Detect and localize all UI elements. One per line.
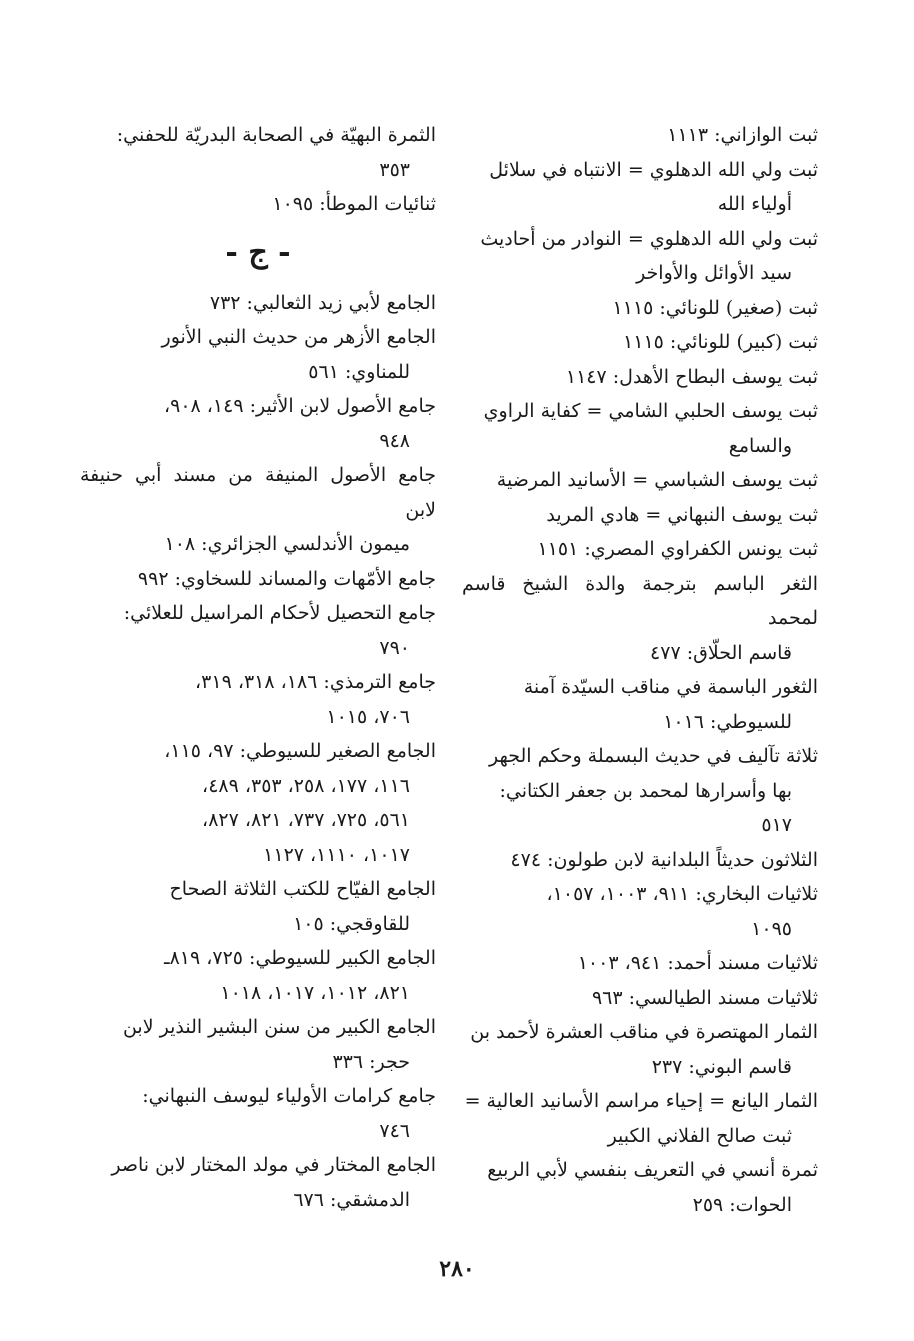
index-entry [462, 394, 818, 463]
entry-title: الثمار اليانع = إحياء مراسم الأسانيد العالية = [464, 1090, 818, 1112]
entry-title: الجامع لأبي زيد الثعالبي: ٧٣٢ [209, 291, 436, 314]
entry-continuation: ٨٢١، ١٠١٢، ١٠١٧، ١٠١٨ [220, 981, 410, 1004]
index-entry [462, 1015, 818, 1084]
entry-continuation: ١٠١٧، ١١١٠، ١١٢٧ [263, 843, 410, 866]
entry-title: الجامع الصغير للسيوطي: ٩٧، ١١٥، [164, 740, 436, 762]
entry-title: ثبت يوسف الحلبي الشامي = كفاية الراوي [483, 400, 818, 422]
entry-continuation: أولياء الله [717, 193, 792, 215]
index-entry [462, 670, 818, 739]
index-entry [80, 320, 436, 389]
entry-continuation: ٥٦١، ٧٢٥، ٧٣٧، ٨٢١، ٨٢٧، [202, 809, 410, 831]
index-entry [80, 872, 436, 941]
entry-title: الجامع الأزهر من حديث النبي الأنور [161, 326, 436, 348]
entry-continuation: بها وأسرارها لمحمد بن جعفر الكتاني: [499, 779, 792, 802]
entry-title: ثنائيات الموطأ: ١٠٩٥ [272, 193, 436, 215]
index-entry [80, 118, 436, 187]
index-entry [462, 498, 818, 533]
entry-title: ثبت (كبير) للونائي: ١١١٥ [623, 331, 818, 353]
entry-title: ثبت يوسف النبهاني = هادي المريد [546, 503, 818, 526]
entry-continuation: ٧٤٦ [379, 1119, 410, 1142]
entry-title: الجامع الكبير للسيوطي: ٧٢٥، ٨١٩ـ [164, 947, 436, 969]
entry-title: الجامع المختار في مولد المختار لابن ناصر [111, 1154, 436, 1176]
entry-continuation: للسيوطي: ١٠١٦ [663, 710, 792, 733]
entry-continuation: قاسم البوني: ٢٣٧ [651, 1055, 792, 1078]
entry-title: ثبت الوازاني: ١١١٣ [667, 124, 818, 146]
entry-title: الجامع الكبير من سنن البشير النذير لابن [122, 1016, 436, 1038]
entry-continuation: ٣٥٣ [379, 158, 410, 181]
entry-continuation: والسامع [728, 434, 792, 457]
index-entry [462, 463, 818, 498]
entry-title: ثلاثيات البخاري: ٩١١، ١٠٠٣، ١٠٥٧، [546, 883, 818, 905]
index-entry [80, 458, 436, 562]
entry-title: ثمرة أنسي في التعريف بنفسي لأبي الربيع [487, 1159, 818, 1181]
entry-title: الجامع الفيّاح للكتب الثلاثة الصحاح [169, 878, 436, 900]
entry-continuation: ثبت صالح الفلاني الكبير [607, 1124, 792, 1147]
index-entry [462, 153, 818, 222]
entry-title: ثبت يونس الكفراوي المصري: ١١٥١ [537, 538, 818, 560]
entry-title: ثلاثيات مسند أحمد: ٩٤١، ١٠٠٣ [577, 952, 818, 974]
entry-title: الثمرة البهيّة في الصحابة البدريّة للحفني: [116, 124, 436, 146]
page-number: ٢٨٠ [439, 1256, 475, 1282]
index-entry [462, 946, 818, 981]
index-entry [462, 567, 818, 671]
index-entry [80, 1010, 436, 1079]
entry-title: ثبت (صغير) للونائي: ١١١٥ [612, 296, 818, 319]
index-entry [80, 734, 436, 872]
entry-continuation: سيد الأوائل والأواخر [636, 262, 792, 284]
index-entry [80, 596, 436, 665]
entry-continuation: ٧٩٠ [379, 636, 410, 659]
index-entry [80, 941, 436, 1010]
index-entry [462, 981, 818, 1016]
index-entry [462, 1084, 818, 1153]
entry-continuation: الدمشقي: ٦٧٦ [293, 1188, 410, 1211]
index-entry [80, 665, 436, 734]
entry-title: الثمار المهتصرة في مناقب العشرة لأحمد بن [470, 1021, 818, 1043]
entry-title: جامع الأمّهات والمساند للسخاوي: ٩٩٢ [137, 567, 436, 590]
index-entry [462, 1153, 818, 1222]
entry-title: جامع كرامات الأولياء ليوسف النبهاني: [142, 1085, 436, 1107]
left-column-after [80, 286, 436, 1218]
entry-title: جامع الأصول المنيفة من مسند أبي حنيفة لابن [80, 464, 436, 521]
entry-title: ثبت يوسف البطاح الأهدل: ١١٤٧ [565, 365, 818, 388]
index-entry [462, 877, 818, 946]
entry-continuation: قاسم الحلّاق: ٤٧٧ [650, 641, 792, 664]
entry-title: جامع الترمذي: ١٨٦، ٣١٨، ٣١٩، [195, 671, 436, 693]
entry-continuation: ٥١٧ [761, 814, 792, 836]
index-entry [462, 325, 818, 360]
index-entry [462, 739, 818, 843]
entry-continuation: ١٠٩٥ [751, 917, 792, 940]
entry-title: ثلاثة تآليف في حديث البسملة وحكم الجهر [488, 745, 818, 767]
entry-title: ثبت ولي الله الدهلوي = النوادر من أحاديث [480, 227, 818, 250]
left-column [80, 118, 436, 1217]
index-entry [80, 286, 436, 321]
entry-title: ثبت ولي الله الدهلوي = الانتباه في سلائل [489, 158, 818, 181]
index-entry [80, 562, 436, 597]
index-entry [80, 389, 436, 458]
right-column [462, 118, 818, 1222]
entry-continuation: للمناوي: ٥٦١ [308, 360, 410, 383]
index-entry [462, 532, 818, 567]
section-letter-heading: - ج - [225, 234, 291, 270]
index-entry [462, 360, 818, 395]
left-column-before [80, 118, 436, 222]
entry-continuation: ٩٤٨ [379, 429, 410, 452]
entry-continuation: للقاوقجي: ١٠٥ [293, 912, 410, 935]
entry-continuation: ١١٦، ١٧٧، ٢٥٨، ٣٥٣، ٤٨٩، [202, 774, 410, 797]
entry-continuation: حجر: ٣٣٦ [332, 1050, 410, 1073]
entry-title: الثلاثون حديثاً البلدانية لابن طولون: ٤٧٤ [510, 848, 818, 871]
entry-title: ثبت يوسف الشباسي = الأسانيد المرضية [496, 469, 818, 491]
entry-title: الثغر الباسم بترجمة والدة الشيخ قاسم لمحمد [462, 572, 818, 629]
entry-title: الثغور الباسمة في مناقب السيّدة آمنة [523, 676, 818, 698]
index-entry [462, 118, 818, 153]
index-entry [80, 1079, 436, 1148]
entry-title: جامع التحصيل لأحكام المراسيل للعلائي: [123, 602, 436, 624]
index-entry [462, 843, 818, 878]
entry-continuation: ٧٠٦، ١٠١٥ [326, 705, 410, 728]
entry-continuation: الحوات: ٢٥٩ [692, 1193, 792, 1216]
entry-title: جامع الأصول لابن الأثير: ١٤٩، ٩٠٨، [163, 395, 436, 417]
entry-continuation: ميمون الأندلسي الجزائري: ١٠٨ [164, 533, 410, 555]
index-entry [462, 222, 818, 291]
index-entry [80, 187, 436, 222]
index-entry [80, 1148, 436, 1217]
entry-title: ثلاثيات مسند الطيالسي: ٩٦٣ [591, 986, 818, 1009]
index-entry [462, 291, 818, 326]
